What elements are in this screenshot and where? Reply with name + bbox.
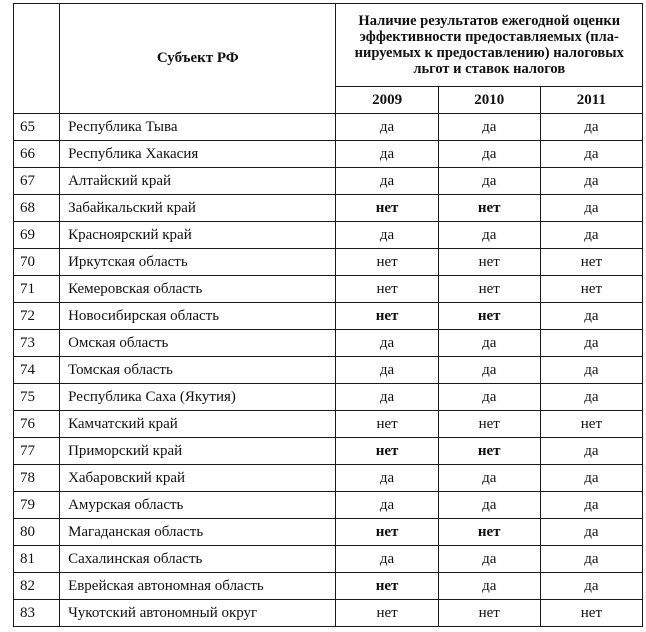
- value-2010: да: [438, 465, 540, 492]
- subject-name: Сахалинская область: [60, 546, 336, 573]
- table-header: [14, 4, 643, 114]
- subject-name: Хабаровский край: [60, 465, 336, 492]
- subject-name: Кемеровская область: [60, 276, 336, 303]
- value-2009: да: [336, 357, 438, 384]
- subject-name: Забайкальский край: [60, 195, 336, 222]
- value-2010: да: [438, 384, 540, 411]
- value-2009: да: [336, 330, 438, 357]
- row-number: 73: [14, 330, 60, 357]
- row-number: 72: [14, 303, 60, 330]
- row-number: 80: [14, 519, 60, 546]
- row-number: 82: [14, 573, 60, 600]
- value-2009: нет: [336, 195, 438, 222]
- value-2010: нет: [438, 276, 540, 303]
- row-number: 71: [14, 276, 60, 303]
- row-number: 69: [14, 222, 60, 249]
- value-2010: нет: [438, 195, 540, 222]
- value-2009: да: [336, 384, 438, 411]
- value-2011: да: [540, 222, 642, 249]
- value-2010: да: [438, 114, 540, 141]
- subject-name: Чукотский автономный округ: [60, 600, 336, 627]
- year-header-2011: 2011: [540, 87, 642, 114]
- value-2009: да: [336, 114, 438, 141]
- row-number: 68: [14, 195, 60, 222]
- value-2010: да: [438, 546, 540, 573]
- row-number: 78: [14, 465, 60, 492]
- value-2011: нет: [540, 249, 642, 276]
- value-2011: нет: [540, 411, 642, 438]
- value-2010: да: [438, 357, 540, 384]
- value-2011: да: [540, 195, 642, 222]
- value-2009: да: [336, 492, 438, 519]
- subject-name: Амурская область: [60, 492, 336, 519]
- table-row: [14, 222, 643, 249]
- table-row: [14, 303, 643, 330]
- header-row-top: [14, 4, 643, 87]
- value-2009: да: [336, 141, 438, 168]
- row-number: 76: [14, 411, 60, 438]
- value-2011: да: [540, 546, 642, 573]
- year-header-2010: 2010: [438, 87, 540, 114]
- table-row: [14, 195, 643, 222]
- row-number: 83: [14, 600, 60, 627]
- subject-name: Республика Хакасия: [60, 141, 336, 168]
- value-2011: нет: [540, 276, 642, 303]
- year-header-2009: 2009: [336, 87, 438, 114]
- subject-name: Новосибирская область: [60, 303, 336, 330]
- value-2009: да: [336, 222, 438, 249]
- value-2011: да: [540, 573, 642, 600]
- subject-name: Приморский край: [60, 438, 336, 465]
- table-row: [14, 330, 643, 357]
- value-2011: да: [540, 141, 642, 168]
- value-2011: да: [540, 330, 642, 357]
- value-2010: нет: [438, 249, 540, 276]
- table-row: [14, 357, 643, 384]
- value-2009: нет: [336, 573, 438, 600]
- table-row: [14, 600, 643, 627]
- row-number: 67: [14, 168, 60, 195]
- value-2011: да: [540, 384, 642, 411]
- value-2010: нет: [438, 303, 540, 330]
- table-row: [14, 384, 643, 411]
- value-2011: да: [540, 492, 642, 519]
- table-body: [14, 114, 643, 627]
- subject-name: Республика Тыва: [60, 114, 336, 141]
- value-2010: да: [438, 141, 540, 168]
- value-2009: нет: [336, 303, 438, 330]
- value-2010: да: [438, 330, 540, 357]
- subject-column-header: Субъект РФ: [60, 4, 336, 114]
- value-2011: да: [540, 168, 642, 195]
- row-number: 66: [14, 141, 60, 168]
- value-2009: нет: [336, 600, 438, 627]
- value-2010: нет: [438, 411, 540, 438]
- table-row: [14, 465, 643, 492]
- value-2010: нет: [438, 600, 540, 627]
- value-2009: нет: [336, 519, 438, 546]
- row-number: 74: [14, 357, 60, 384]
- table-row: [14, 492, 643, 519]
- table-row: [14, 546, 643, 573]
- row-number: 70: [14, 249, 60, 276]
- subject-name: Камчатский край: [60, 411, 336, 438]
- value-2010: нет: [438, 438, 540, 465]
- tax-incentives-table: [13, 3, 643, 627]
- subject-name: Алтайский край: [60, 168, 336, 195]
- subject-name: Томская область: [60, 357, 336, 384]
- value-2011: да: [540, 438, 642, 465]
- value-2009: нет: [336, 438, 438, 465]
- value-2010: да: [438, 168, 540, 195]
- row-number: 79: [14, 492, 60, 519]
- value-2011: нет: [540, 600, 642, 627]
- row-number-header: [14, 4, 60, 114]
- subject-name: Республика Саха (Якутия): [60, 384, 336, 411]
- row-number: 75: [14, 384, 60, 411]
- assessment-group-header: Наличие результатов ежегодной оценки эффективности предоставляемых (пла-нируемых к предоставлению) налоговых льгот и ставок налогов: [336, 4, 643, 87]
- subject-name: Еврейская автономная область: [60, 573, 336, 600]
- table-row: [14, 411, 643, 438]
- subject-name: Иркутская область: [60, 249, 336, 276]
- table-row: [14, 438, 643, 465]
- value-2011: да: [540, 465, 642, 492]
- value-2010: да: [438, 222, 540, 249]
- value-2009: да: [336, 546, 438, 573]
- value-2011: да: [540, 303, 642, 330]
- row-number: 81: [14, 546, 60, 573]
- value-2011: да: [540, 357, 642, 384]
- table-row: [14, 276, 643, 303]
- value-2009: нет: [336, 276, 438, 303]
- row-number: 65: [14, 114, 60, 141]
- row-number: 77: [14, 438, 60, 465]
- value-2009: нет: [336, 411, 438, 438]
- value-2009: нет: [336, 249, 438, 276]
- value-2011: да: [540, 519, 642, 546]
- value-2009: да: [336, 168, 438, 195]
- value-2011: да: [540, 114, 642, 141]
- table-row: [14, 519, 643, 546]
- subject-name: Магаданская область: [60, 519, 336, 546]
- table-row: [14, 573, 643, 600]
- table-row: [14, 249, 643, 276]
- value-2009: да: [336, 465, 438, 492]
- subject-name: Красноярский край: [60, 222, 336, 249]
- table-row: [14, 114, 643, 141]
- subject-name: Омская область: [60, 330, 336, 357]
- table-row: [14, 168, 643, 195]
- value-2010: нет: [438, 519, 540, 546]
- value-2010: да: [438, 492, 540, 519]
- table-row: [14, 141, 643, 168]
- value-2010: да: [438, 573, 540, 600]
